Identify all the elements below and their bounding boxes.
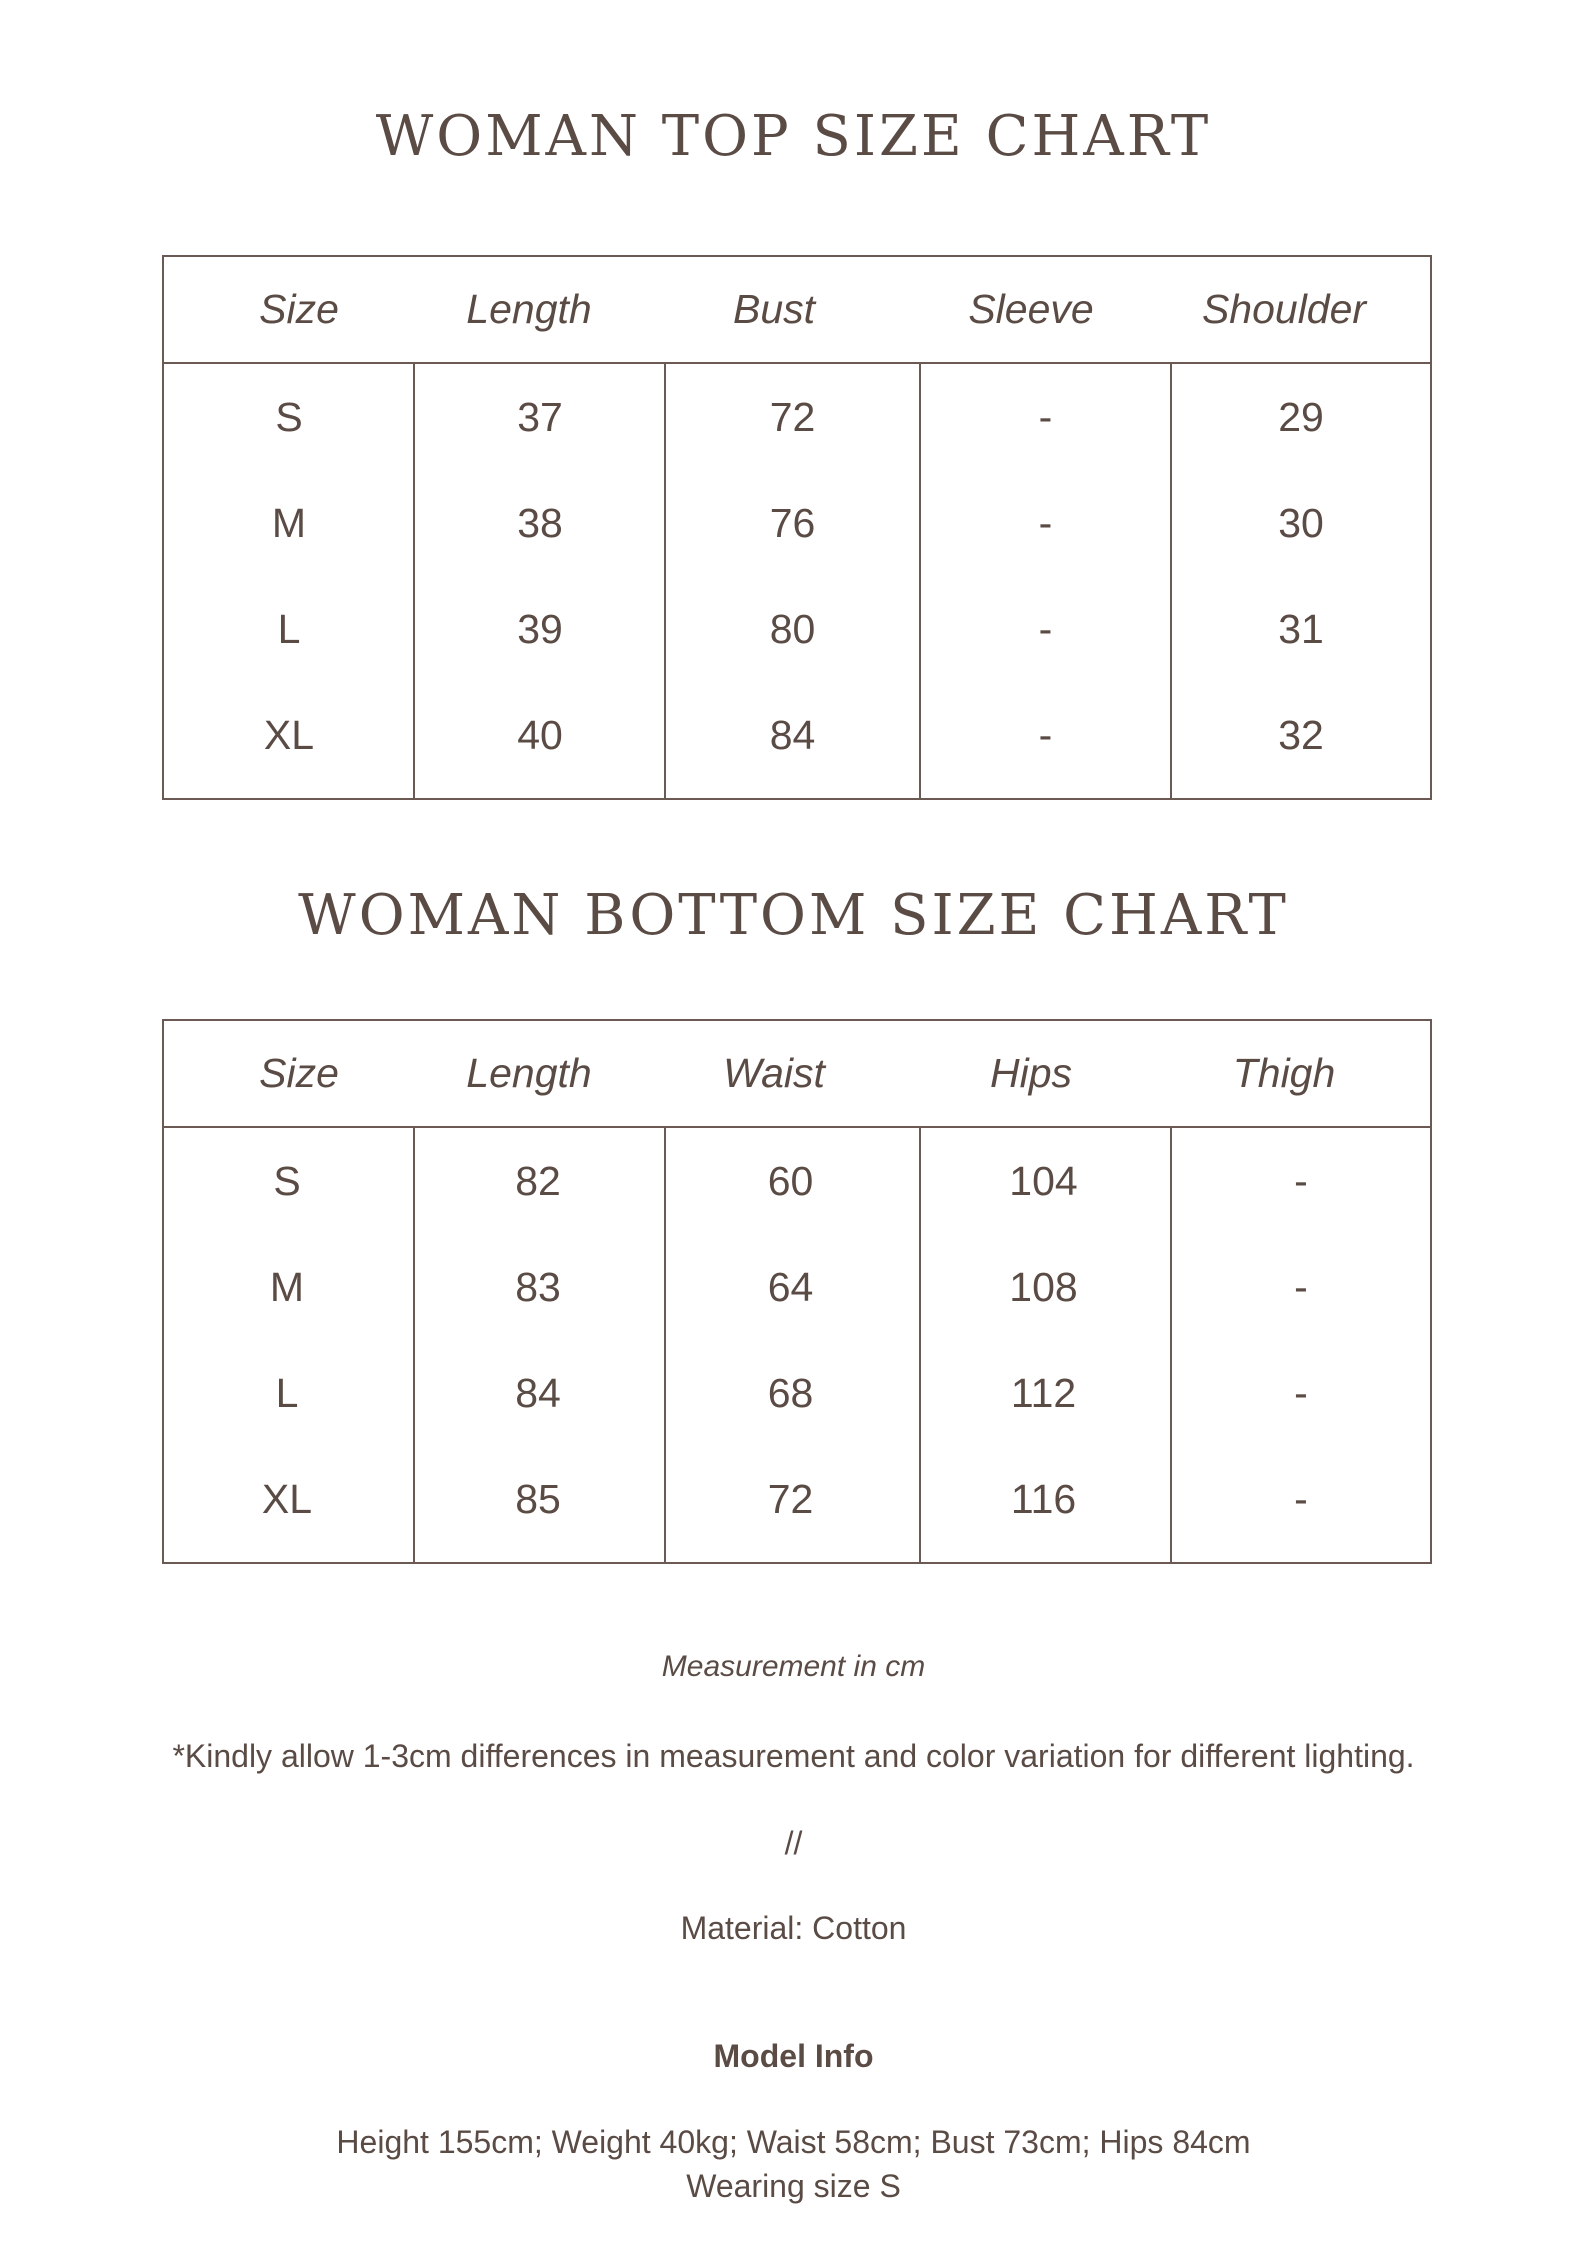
cell-size: XL [263,712,315,758]
table-row [164,1128,1430,1234]
cell-hips: 108 [1009,1264,1078,1310]
cell-hips: 112 [1010,1370,1077,1416]
model-wearing-size: Wearing size S [686,2168,901,2204]
cell-sleeve: - [1038,712,1053,758]
cell-size: S [275,394,303,440]
table-row [164,1446,1430,1552]
separator: // [784,1825,803,1861]
top-size-table [162,255,1432,800]
cell-sleeve: - [1038,606,1053,652]
column-header-sleeve: Sleeve [968,286,1094,332]
column-header-bust: Bust [732,286,816,332]
cell-length: 39 [517,606,563,652]
cell-size: XL [261,1476,313,1522]
column-header-size: Size [259,286,339,332]
cell-waist: 68 [767,1370,814,1416]
column-header-thigh: Thigh [1232,1050,1336,1096]
cell-length: 37 [517,394,563,440]
cell-length: 84 [515,1370,561,1416]
cell-length: 38 [517,500,563,546]
top-chart-title: WOMAN TOP SIZE CHART [375,104,1212,169]
cell-shoulder: 32 [1278,712,1324,758]
cell-size: L [277,606,301,652]
column-header-length: Length [466,286,592,332]
cell-thigh: - [1294,1370,1308,1416]
table-header-row [164,1021,1430,1128]
measurement-unit-note: Measurement in cm [661,1650,926,1683]
cell-waist: 60 [767,1158,814,1204]
cell-sleeve: - [1038,394,1053,440]
cell-thigh: - [1294,1264,1308,1310]
column-header-hips: Hips [989,1050,1073,1096]
table-row [164,1234,1430,1340]
column-header-size: Size [259,1050,339,1096]
cell-size: M [269,1264,305,1310]
model-info-heading: Model Info [713,2038,874,2074]
cell-size: S [273,1158,301,1204]
cell-bust: 84 [769,712,816,758]
column-header-length: Length [466,1050,592,1096]
cell-shoulder: 29 [1278,394,1324,440]
bottom-size-table [162,1019,1432,1564]
cell-length: 85 [515,1476,561,1522]
column-header-shoulder: Shoulder [1201,286,1367,332]
table-row [164,576,1430,682]
cell-bust: 80 [769,606,816,652]
cell-hips: 116 [1010,1476,1077,1522]
bottom-chart-title: WOMAN BOTTOM SIZE CHART [298,883,1289,948]
table-row [164,1340,1430,1446]
cell-length: 82 [515,1158,561,1204]
table-header-row [164,257,1430,364]
cell-bust: 72 [769,394,816,440]
cell-waist: 64 [767,1264,814,1310]
measurement-disclaimer: *Kindly allow 1-3cm differences in measurement and color variation for different lighting. [172,1738,1415,1774]
table-row [164,682,1430,788]
cell-thigh: - [1294,1158,1308,1204]
cell-bust: 76 [769,500,816,546]
cell-length: 40 [517,712,563,758]
column-header-waist: Waist [723,1050,825,1096]
cell-size: L [275,1370,299,1416]
cell-shoulder: 30 [1278,500,1324,546]
material-info: Material: Cotton [680,1910,907,1946]
cell-hips: 104 [1009,1158,1078,1204]
cell-waist: 72 [767,1476,814,1522]
cell-size: M [271,500,307,546]
model-measurements: Height 155cm; Weight 40kg; Waist 58cm; Bust 73cm; Hips 84cm [336,2124,1251,2160]
cell-thigh: - [1294,1476,1308,1522]
cell-shoulder: 31 [1278,606,1324,652]
cell-sleeve: - [1038,500,1053,546]
table-row [164,470,1430,576]
cell-length: 83 [515,1264,561,1310]
table-row [164,364,1430,470]
